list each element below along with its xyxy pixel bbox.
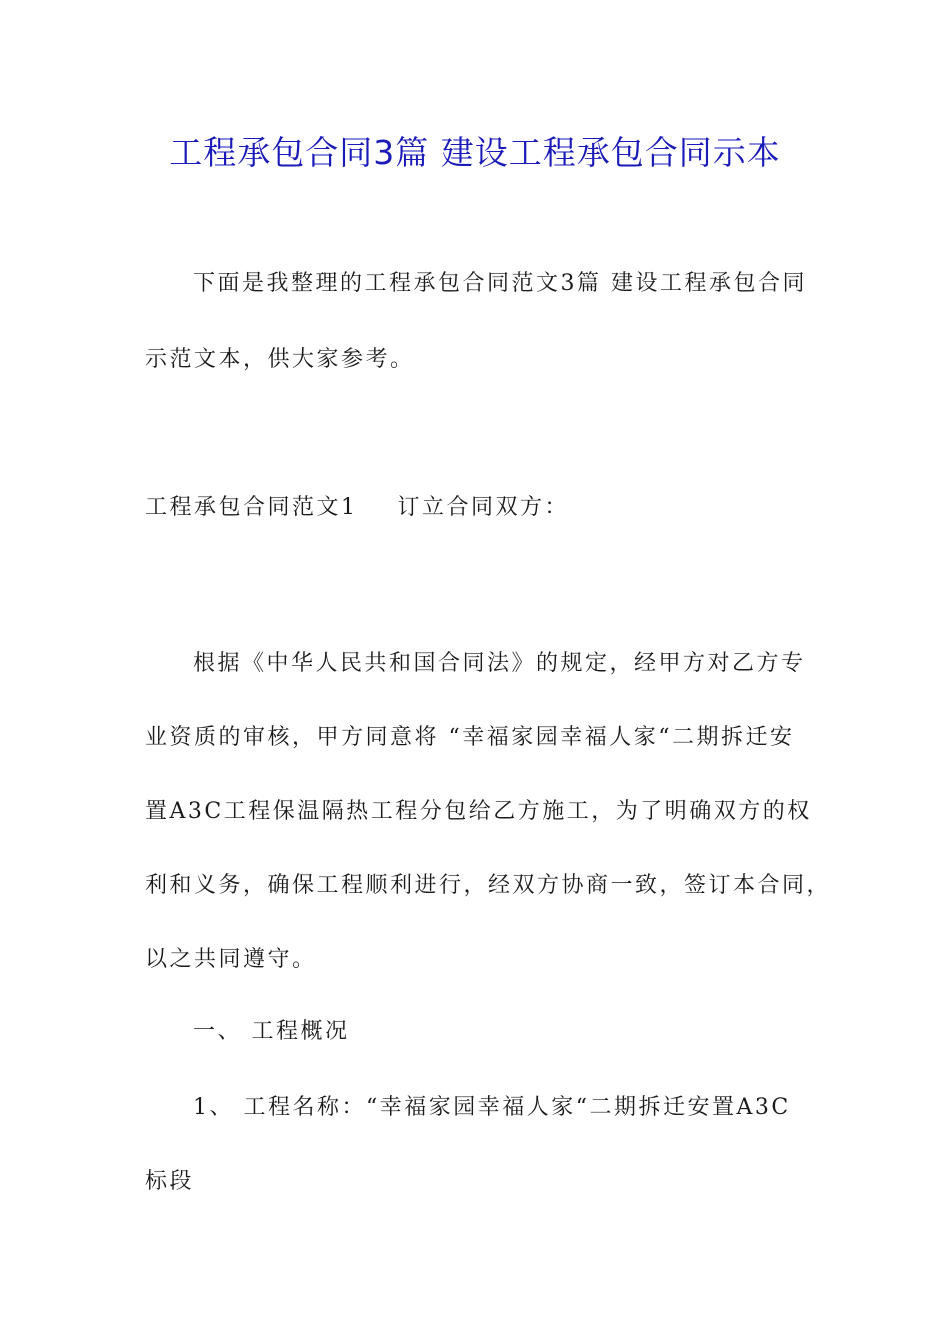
para1-line-4: 利和义务，确保工程顺利进行，经双方协商一致，签订本合同， xyxy=(145,873,832,898)
section-heading xyxy=(145,490,569,526)
section-heading-label: 工程承包合同范文1 xyxy=(145,495,358,520)
para1-line-3: 置A3C工程保温隔热工程分包给乙方施工，为了明确双方的权 xyxy=(145,799,812,824)
section-heading-parties: 订立合同双方： xyxy=(397,495,570,520)
intro-line-1: 下面是我整理的工程承包合同范文3篇 建设工程承包合同 xyxy=(193,271,807,296)
document-title: 工程承包合同3篇 建设工程承包合同示本 xyxy=(169,133,781,172)
para1-line-5: 以之共同遵守。 xyxy=(145,947,317,972)
intro-line-2: 示范文本，供大家参考。 xyxy=(145,347,415,372)
para1-line-1: 根据《中华人民共和国合同法》的规定，经甲方对乙方专 xyxy=(193,651,806,676)
item1-line-2: 标段 xyxy=(145,1169,195,1194)
item-heading: 一、 工程概况 xyxy=(193,1019,350,1044)
item1-line-1: 1、 工程名称：“幸福家园幸福人家“二期拆迁安置A3C xyxy=(193,1095,791,1120)
para1-line-2: 业资质的审核，甲方同意将 “幸福家园幸福人家“二期拆迁安 xyxy=(145,725,795,750)
